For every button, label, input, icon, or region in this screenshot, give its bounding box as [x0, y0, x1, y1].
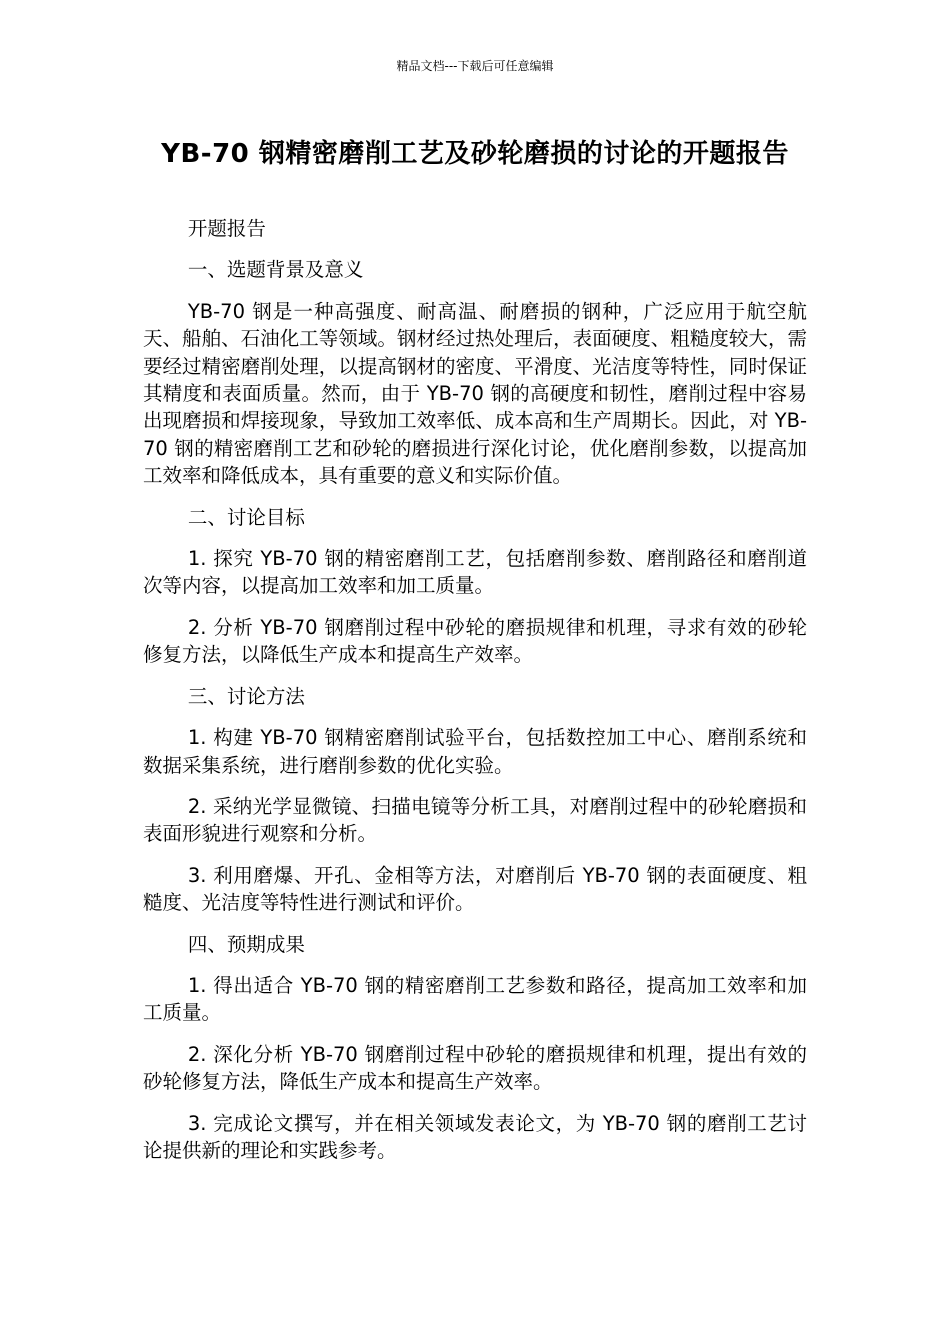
- paragraph-outcome-1: 1. 得出适合 YB-70 钢的精密磨削工艺参数和路径，提高加工效率和加工质量。: [143, 973, 807, 1025]
- paragraph-report-label: 开题报告: [187, 217, 266, 240]
- paragraph-objective-2: 2. 分析 YB-70 钢磨削过程中砂轮的磨损规律和机理，寻求有效的砂轮修复方法，以降低生产成本和提高生产效率。: [143, 615, 807, 667]
- section-heading-methods: 三、讨论方法: [187, 684, 305, 708]
- document-title: YB-70 钢精密磨削工艺及砂轮磨损的讨论的开题报告: [161, 139, 789, 169]
- paragraph-outcome-2: 2. 深化分析 YB-70 钢磨削过程中砂轮的磨损规律和机理，提出有效的砂轮修复方法，降低生产成本和提高生产效率。: [143, 1042, 807, 1094]
- paragraph-outcome-3: 3. 完成论文撰写，并在相关领域发表论文，为 YB-70 钢的磨削工艺讨论提供新的理论和实践参考。: [143, 1111, 807, 1162]
- section-heading-background: 一、选题背景及意义: [187, 258, 364, 282]
- paragraph-method-1: 1. 构建 YB-70 钢精密磨削试验平台，包括数控加工中心、磨削系统和数据采集系统，进行磨削参数的优化实验。: [143, 726, 807, 777]
- paragraph-method-2: 2. 采纳光学显微镜、扫描电镜等分析工具，对磨削过程中的砂轮磨损和表面形貌进行观察和分析。: [143, 794, 807, 846]
- paragraph-objective-1: 1. 探究 YB-70 钢的精密磨削工艺，包括磨削参数、磨削路径和磨削道次等内容，以提高加工效率和加工质量。: [143, 547, 807, 598]
- header-note: 精品文档---下载后可任意编辑: [396, 59, 554, 73]
- document-body: [143, 215, 807, 1178]
- section-heading-outcomes: 四、预期成果: [187, 932, 305, 956]
- paragraph-method-3: 3. 利用磨爆、开孔、金相等方法，对磨削后 YB-70 钢的表面硬度、粗糙度、光洁度等特性进行测试和评价。: [143, 863, 807, 915]
- section-heading-objectives: 二、讨论目标: [187, 505, 305, 529]
- paragraph-background: YB-70 钢是一种高强度、耐高温、耐磨损的钢种，广泛应用于航空航天、船舶、石油化工等领域。钢材经过热处理后，表面硬度、粗糙度较大，需要经过精密磨削处理，以提高钢材的密度、平滑度、光洁度等特性，同时保证其精度和表面质量。然而，由于 YB-70 钢的高硬度和韧性，磨削过程中容易出现磨损和焊接现象，导致加工效率低、成本高和生产周期长。因此，对 YB-70 钢的精密磨削工艺和砂轮的磨损进行深化讨论，优化磨削参数，以提高加工效率和降低成本，具有重要的意义和实际价值。: [143, 299, 807, 488]
